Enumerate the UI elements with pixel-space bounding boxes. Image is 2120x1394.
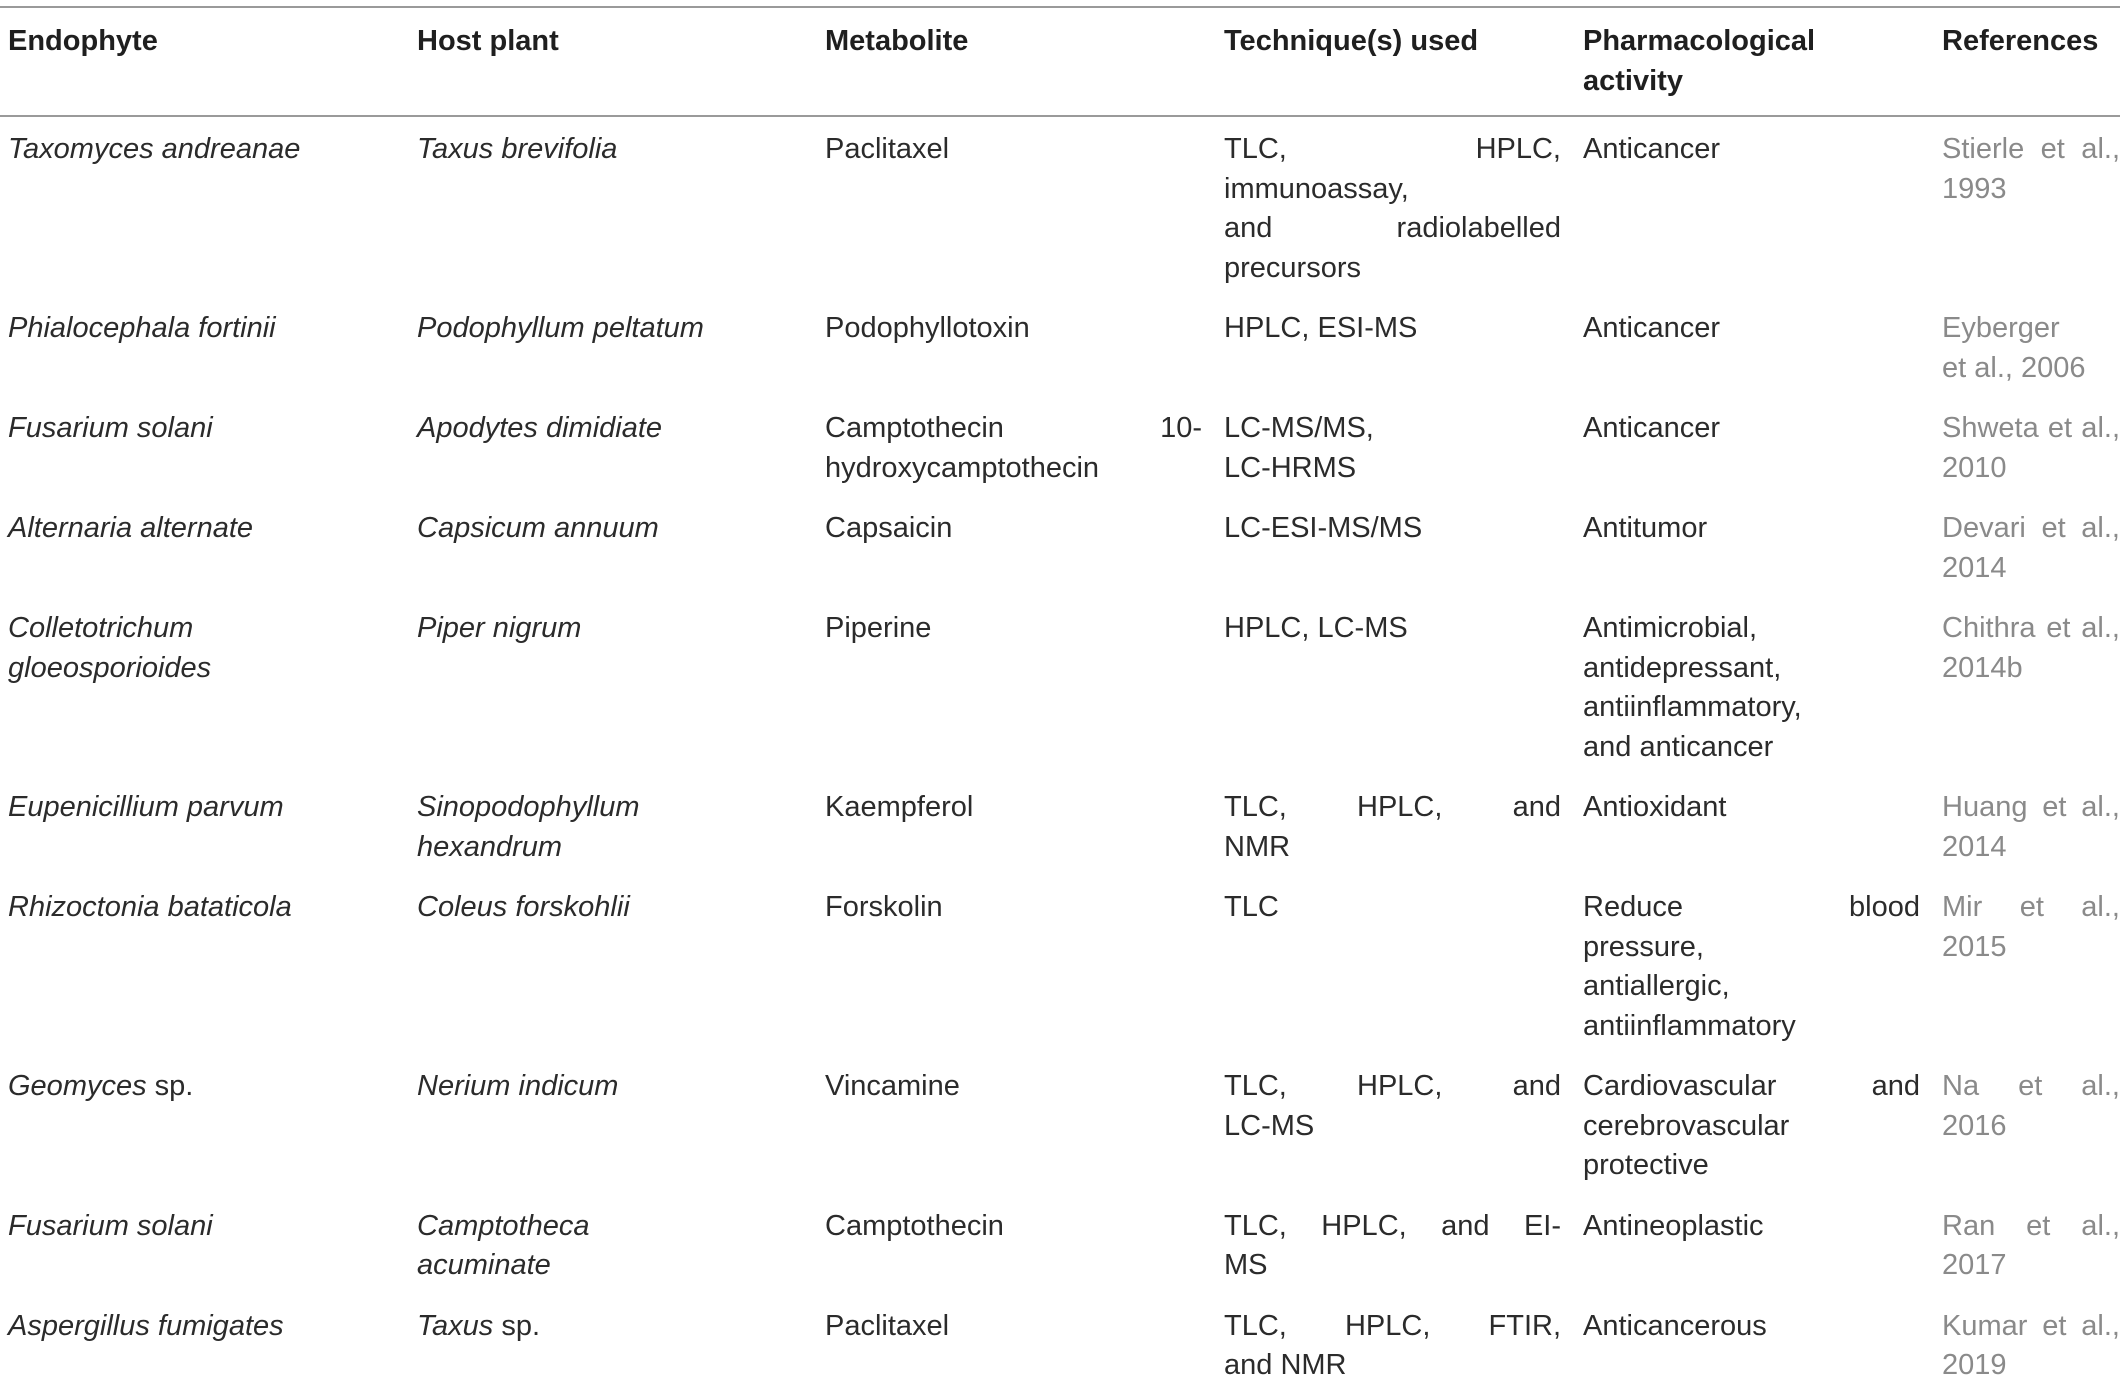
activity-line: Anticancerous bbox=[1583, 1309, 1767, 1342]
cell-pharmacological-activity bbox=[1583, 1294, 1942, 1394]
reference-line: 2014 bbox=[1942, 551, 2007, 584]
endophyte-name: Fusarium solani bbox=[8, 412, 213, 444]
cell-metabolite bbox=[825, 396, 1224, 496]
cell-endophyte bbox=[0, 496, 417, 596]
host-plant-name: Piper nigrum bbox=[417, 612, 582, 644]
metabolite-name: Kaempferol bbox=[825, 791, 974, 823]
activity-line: Cardiovascular and bbox=[1583, 1070, 1920, 1102]
metabolite-line: Camptothecin 10- bbox=[825, 412, 1202, 444]
activity-line: antidepressant, bbox=[1583, 651, 1782, 684]
reference-line: 2014 bbox=[1942, 830, 2007, 863]
endophyte-name: Alternaria alternate bbox=[8, 512, 254, 544]
technique-line: immunoassay, bbox=[1224, 172, 1409, 205]
cell-pharmacological-activity bbox=[1583, 396, 1942, 496]
endophyte-name: Eupenicillium parvum bbox=[8, 791, 284, 823]
reference-line: 2017 bbox=[1942, 1249, 2007, 1281]
technique-line: MS bbox=[1224, 1249, 1268, 1281]
header-metabolite: Metabolite bbox=[825, 25, 969, 57]
header-technique: Technique(s) used bbox=[1224, 25, 1479, 57]
activity-line: Anticancer bbox=[1583, 312, 1721, 344]
technique-line: LC-MS/MS, bbox=[1224, 412, 1374, 444]
cell-reference bbox=[1942, 1294, 2120, 1394]
reference-line: Eyberger bbox=[1942, 312, 2060, 344]
header-row bbox=[0, 8, 2120, 116]
cell-pharmacological-activity bbox=[1583, 296, 1942, 396]
cell-reference bbox=[1942, 596, 2120, 775]
reference-line: et al., 2006 bbox=[1942, 351, 2086, 384]
activity-line: antiinflammatory bbox=[1583, 1009, 1796, 1042]
cell-technique bbox=[1224, 775, 1583, 875]
reference-line: Stierle et al., bbox=[1942, 133, 2120, 165]
cell-metabolite bbox=[825, 596, 1224, 775]
cell-reference bbox=[1942, 775, 2120, 875]
endophyte-name: Fusarium solani bbox=[8, 1209, 213, 1242]
header-references: References bbox=[1942, 25, 2099, 57]
cell-metabolite bbox=[825, 1054, 1224, 1194]
host-plant-name: Apodytes dimidiate bbox=[417, 412, 663, 444]
cell-host-plant bbox=[417, 296, 825, 396]
reference-line: 2016 bbox=[1942, 1109, 2007, 1142]
technique-line: LC-ESI-MS/MS bbox=[1224, 512, 1423, 544]
cell-reference bbox=[1942, 296, 2120, 396]
technique-line: and radiolabelled bbox=[1224, 212, 1561, 244]
endophyte-name-line: Colletotrichum bbox=[8, 612, 194, 644]
host-plant-name: Coleus forskohlii bbox=[417, 891, 630, 923]
table-row bbox=[0, 1294, 2120, 1394]
cell-pharmacological-activity bbox=[1583, 596, 1942, 775]
activity-line: Anticancer bbox=[1583, 133, 1721, 165]
cell-metabolite bbox=[825, 875, 1224, 1054]
cell-host-plant bbox=[417, 1294, 825, 1394]
cell-host-plant bbox=[417, 596, 825, 775]
cell-endophyte bbox=[0, 1194, 417, 1294]
host-plant-name: Nerium indicum bbox=[417, 1070, 619, 1102]
cell-technique bbox=[1224, 596, 1583, 775]
cell-pharmacological-activity bbox=[1583, 1194, 1942, 1294]
cell-pharmacological-activity bbox=[1583, 496, 1942, 596]
reference-line: 2015 bbox=[1942, 930, 2007, 963]
cell-reference bbox=[1942, 116, 2120, 296]
cell-endophyte bbox=[0, 296, 417, 396]
cell-endophyte bbox=[0, 116, 417, 296]
cell-metabolite bbox=[825, 116, 1224, 296]
cell-technique bbox=[1224, 116, 1583, 296]
table-row bbox=[0, 1054, 2120, 1194]
cell-host-plant bbox=[417, 396, 825, 496]
cell-metabolite bbox=[825, 1294, 1224, 1394]
endophyte-name: Taxomyces andreanae bbox=[8, 133, 301, 165]
activity-line: pressure, bbox=[1583, 930, 1704, 963]
metabolite-name: Podophyllotoxin bbox=[825, 312, 1030, 344]
table-header bbox=[0, 8, 2120, 116]
cell-reference bbox=[1942, 396, 2120, 496]
technique-line: TLC, HPLC, and EI- bbox=[1224, 1209, 1561, 1242]
cell-pharmacological-activity bbox=[1583, 875, 1942, 1054]
cell-reference bbox=[1942, 496, 2120, 596]
endophyte-name: Phialocephala fortinii bbox=[8, 312, 276, 344]
host-plant-name: Taxus bbox=[417, 1309, 494, 1342]
cell-metabolite bbox=[825, 1194, 1224, 1294]
cell-technique bbox=[1224, 1194, 1583, 1294]
host-plant-name: Taxus brevifolia bbox=[417, 133, 618, 165]
reference-line: Huang et al., bbox=[1942, 791, 2120, 823]
cell-endophyte bbox=[0, 1294, 417, 1394]
reference-line: Ran et al., bbox=[1942, 1209, 2120, 1242]
cell-reference bbox=[1942, 875, 2120, 1054]
cell-host-plant bbox=[417, 775, 825, 875]
metabolite-name: Forskolin bbox=[825, 891, 943, 923]
cell-pharmacological-activity bbox=[1583, 775, 1942, 875]
cell-metabolite bbox=[825, 496, 1224, 596]
cell-reference bbox=[1942, 1054, 2120, 1194]
host-plant-name-line: Camptotheca bbox=[417, 1209, 590, 1242]
cell-pharmacological-activity bbox=[1583, 1054, 1942, 1194]
table-row bbox=[0, 875, 2120, 1054]
reference-line: 2014b bbox=[1942, 651, 2023, 684]
metabolite-name: Piperine bbox=[825, 612, 932, 644]
reference-line: Devari et al., bbox=[1942, 512, 2120, 544]
activity-line: Anticancer bbox=[1583, 412, 1721, 444]
technique-line: TLC bbox=[1224, 891, 1279, 923]
reference-line: 2019 bbox=[1942, 1349, 2007, 1381]
cell-technique bbox=[1224, 496, 1583, 596]
host-plant-name-line: acuminate bbox=[417, 1249, 551, 1281]
cell-endophyte bbox=[0, 1054, 417, 1194]
activity-line: protective bbox=[1583, 1149, 1709, 1181]
table-row bbox=[0, 116, 2120, 296]
metabolite-line: hydroxycamptothecin bbox=[825, 451, 1100, 484]
cell-host-plant bbox=[417, 116, 825, 296]
cell-technique bbox=[1224, 396, 1583, 496]
metabolite-name: Vincamine bbox=[825, 1070, 960, 1102]
metabolite-name: Paclitaxel bbox=[825, 1309, 950, 1342]
reference-line: Mir et al., bbox=[1942, 891, 2120, 923]
technique-line: TLC, HPLC, FTIR, bbox=[1224, 1309, 1561, 1342]
table-row bbox=[0, 296, 2120, 396]
cell-reference bbox=[1942, 1194, 2120, 1294]
table-row bbox=[0, 496, 2120, 596]
header-endophyte: Endophyte bbox=[8, 25, 158, 57]
cell-metabolite bbox=[825, 296, 1224, 396]
endophyte-suffix: sp. bbox=[146, 1070, 194, 1102]
metabolite-name: Paclitaxel bbox=[825, 133, 950, 165]
cell-endophyte bbox=[0, 396, 417, 496]
endophyte-name: Aspergillus fumigates bbox=[8, 1309, 284, 1342]
host-plant-suffix: sp. bbox=[493, 1309, 541, 1342]
cell-host-plant bbox=[417, 1194, 825, 1294]
cell-metabolite bbox=[825, 775, 1224, 875]
endophyte-name-line: gloeosporioides bbox=[8, 651, 212, 684]
technique-line: precursors bbox=[1224, 251, 1361, 284]
activity-line: Antimicrobial, bbox=[1583, 612, 1758, 644]
technique-line: NMR bbox=[1224, 830, 1291, 863]
activity-line: antiinflammatory, bbox=[1583, 691, 1802, 723]
table-row bbox=[0, 596, 2120, 775]
activity-line: cerebrovascular bbox=[1583, 1109, 1790, 1142]
reference-line: Na et al., bbox=[1942, 1070, 2120, 1102]
cell-endophyte bbox=[0, 596, 417, 775]
technique-line: HPLC, ESI-MS bbox=[1224, 312, 1418, 344]
reference-line: Chithra et al., bbox=[1942, 612, 2120, 644]
endophyte-name: Rhizoctonia bataticola bbox=[8, 891, 292, 923]
technique-line: LC-HRMS bbox=[1224, 451, 1357, 484]
activity-line: antiallergic, bbox=[1583, 970, 1730, 1002]
endophyte-name: Geomyces bbox=[8, 1070, 147, 1102]
technique-line: LC-MS bbox=[1224, 1109, 1315, 1142]
cell-technique bbox=[1224, 296, 1583, 396]
activity-line: Reduce blood bbox=[1583, 891, 1920, 923]
header-pharm-line2: activity bbox=[1583, 64, 1683, 97]
cell-technique bbox=[1224, 1054, 1583, 1194]
technique-line: and NMR bbox=[1224, 1349, 1347, 1381]
table-row bbox=[0, 1194, 2120, 1294]
cell-host-plant bbox=[417, 496, 825, 596]
activity-line: Antioxidant bbox=[1583, 791, 1727, 823]
cell-pharmacological-activity bbox=[1583, 116, 1942, 296]
table-row bbox=[0, 775, 2120, 875]
metabolite-name: Camptothecin bbox=[825, 1209, 1004, 1242]
activity-line: Antineoplastic bbox=[1583, 1209, 1764, 1242]
technique-line: TLC, HPLC, and bbox=[1224, 791, 1561, 823]
host-plant-name-line: Sinopodophyllum bbox=[417, 791, 640, 823]
technique-line: TLC, HPLC, bbox=[1224, 133, 1561, 165]
activity-line: and anticancer bbox=[1583, 730, 1774, 763]
data-table bbox=[0, 8, 2120, 1394]
header-pharm-line1: Pharmacological bbox=[1583, 25, 1816, 57]
activity-line: Antitumor bbox=[1583, 512, 1708, 544]
technique-line: TLC, HPLC, and bbox=[1224, 1070, 1561, 1102]
technique-line: HPLC, LC-MS bbox=[1224, 612, 1408, 644]
cell-technique bbox=[1224, 1294, 1583, 1394]
cell-technique bbox=[1224, 875, 1583, 1054]
table-body bbox=[0, 116, 2120, 1394]
reference-line: Shweta et al., bbox=[1942, 412, 2120, 444]
header-pharmacological-activity bbox=[1583, 8, 1942, 116]
host-plant-name-line: hexandrum bbox=[417, 830, 563, 863]
cell-host-plant bbox=[417, 875, 825, 1054]
cell-endophyte bbox=[0, 875, 417, 1054]
metabolite-name: Capsaicin bbox=[825, 512, 953, 544]
cell-host-plant bbox=[417, 1054, 825, 1194]
header-host-plant: Host plant bbox=[417, 25, 559, 57]
reference-line: 2010 bbox=[1942, 451, 2007, 484]
host-plant-name: Podophyllum peltatum bbox=[417, 312, 704, 344]
table-row bbox=[0, 396, 2120, 496]
reference-line: Kumar et al., bbox=[1942, 1309, 2120, 1342]
cell-endophyte bbox=[0, 775, 417, 875]
reference-line: 1993 bbox=[1942, 172, 2007, 205]
host-plant-name: Capsicum annuum bbox=[417, 512, 659, 544]
